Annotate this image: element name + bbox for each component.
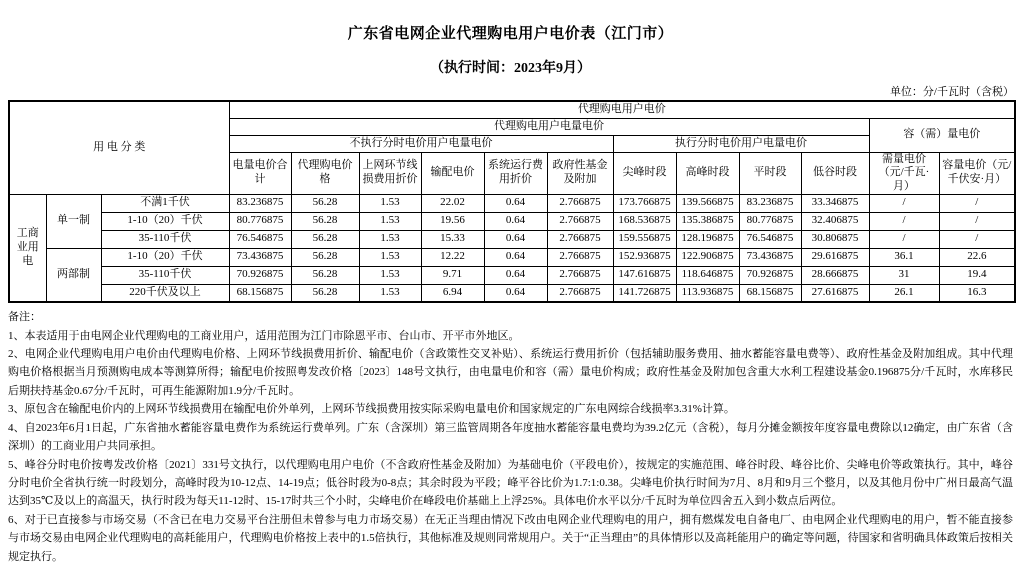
- col-header-grid-line-loss: 上网环节线损费用折价: [359, 152, 421, 194]
- price-cell: 22.02: [421, 194, 484, 212]
- price-cell: /: [939, 194, 1015, 212]
- col-header-gov-funds: 政府性基金及附加: [547, 152, 613, 194]
- note-item: 2、电网企业代理购电用户电价由代理购电价格、上网环节线损费用折价、输配电价（含政策性交叉补贴）、系统运行费用折价（包括辅助服务费用、抽水蓄能容量电费等）、政府性基金及附加组成。其中代理购电价格根据当月预测购电成本等测算所得；输配电价按照粤发改价格〔2023〕148号文执行，由电量电价和容（需）量电价构成；政府性基金及附加包含重大水利工程建设基金0.196875分/千瓦时，水库移民后期扶持基金0.67分/千瓦时，可再生能源附加1.9分/千瓦时。: [8, 348, 1013, 397]
- table-row: [9, 194, 1015, 212]
- price-cell: 73.436875: [739, 248, 801, 266]
- price-cell: 1.53: [359, 266, 421, 284]
- price-cell: 76.546875: [229, 230, 291, 248]
- price-cell: 12.22: [421, 248, 484, 266]
- price-cell: 139.566875: [676, 194, 739, 212]
- voltage-cell: 220千伏及以上: [101, 284, 229, 302]
- col-header-flat: 平时段: [739, 152, 801, 194]
- group-cell-two-part-system: 两部制: [46, 248, 101, 302]
- price-cell: 1.53: [359, 194, 421, 212]
- price-cell: 0.64: [484, 230, 547, 248]
- price-cell: 0.64: [484, 194, 547, 212]
- price-cell: 80.776875: [739, 212, 801, 230]
- price-cell: 113.936875: [676, 284, 739, 302]
- price-cell: 56.28: [291, 212, 359, 230]
- note-item: 6、对于已直接参与市场交易（不含已在电力交易平台注册但未曾参与电力市场交易）在无正当理由情况下改由电网企业代理购电的用户，拥有燃煤发电自备电厂、由电网企业代理购电的用户，暂不能直接参与市场交易由电网企业代理购电的高耗能用户，代理购电价格按上表中的1.5倍执行，其他标准及规则同常规用户。关于“正当理由”的具体情形以及高耗能用户的确定等问题，待国家和省明确具体政策后按相关规定执行。: [8, 513, 1013, 563]
- price-cell: /: [939, 212, 1015, 230]
- price-cell: 1.53: [359, 284, 421, 302]
- price-cell: 141.726875: [613, 284, 676, 302]
- price-cell: 32.406875: [801, 212, 869, 230]
- col-header-energy-total: 电量电价合计: [229, 152, 291, 194]
- price-cell: 2.766875: [547, 230, 613, 248]
- price-cell: 128.196875: [676, 230, 739, 248]
- header-capacity-demand-price: 容（需）量电价: [869, 118, 1015, 152]
- price-cell: 19.56: [421, 212, 484, 230]
- price-cell: 2.766875: [547, 248, 613, 266]
- price-cell: 56.28: [291, 194, 359, 212]
- voltage-cell: 1-10（20）千伏: [101, 212, 229, 230]
- price-cell: /: [939, 230, 1015, 248]
- voltage-cell: 35-110千伏: [101, 230, 229, 248]
- unit-note: 单位：分/千瓦时（含税）: [889, 86, 1014, 98]
- price-cell: 76.546875: [739, 230, 801, 248]
- price-cell: 159.556875: [613, 230, 676, 248]
- price-cell: 1.53: [359, 230, 421, 248]
- price-cell: 68.156875: [739, 284, 801, 302]
- execution-time: （执行时间：2023年9月）: [430, 61, 591, 76]
- notes-section: [8, 308, 1013, 566]
- price-cell: 83.236875: [229, 194, 291, 212]
- price-cell: 56.28: [291, 248, 359, 266]
- price-cell: 152.936875: [613, 248, 676, 266]
- header-tou-group: 执行分时电价用户电量电价: [613, 135, 869, 152]
- col-header-valley: 低谷时段: [801, 152, 869, 194]
- col-header-system-operation-fee: 系统运行费用折价: [484, 152, 547, 194]
- note-item: 3、原包含在输配电价内的上网环节线损费用在输配电价外单列，上网环节线损费用按实际采购电量电价和国家规定的广东电网综合线损率3.31%计算。: [8, 403, 735, 416]
- col-header-demand-price: 需量电价（元/千瓦·月）: [869, 152, 939, 194]
- price-cell: 147.616875: [613, 266, 676, 284]
- price-cell: /: [869, 194, 939, 212]
- price-cell: 168.536875: [613, 212, 676, 230]
- price-cell: 2.766875: [547, 266, 613, 284]
- table-row: [9, 266, 1015, 284]
- col-header-capacity-price: 容量电价（元/千伏安·月）: [939, 152, 1015, 194]
- price-cell: 15.33: [421, 230, 484, 248]
- price-cell: 56.28: [291, 284, 359, 302]
- price-cell: 0.64: [484, 212, 547, 230]
- notes-label: 备注：: [8, 311, 41, 324]
- price-cell: 0.64: [484, 284, 547, 302]
- header-non-tou-group: 不执行分时电价用户电量电价: [229, 135, 613, 152]
- price-cell: /: [869, 212, 939, 230]
- note-item: 5、峰谷分时电价按粤发改价格〔2021〕331号文执行，以代理购电用户电价（不含政府性基金及附加）为基础电价（平段电价），按规定的实施范围、峰谷时段、峰谷比价、尖峰电价等政策执行。其中，峰谷分时电价全省执行统一时段划分，高峰时段为10-12点、14-19点；低谷时段为0-8点；其余时段为平段；峰平谷比价为1.7:1:0.38。尖峰电价执行时间为7月、8月和9月三个整月，以及其他月份中广州日最高气温达到35℃及以上的高温天，执行时段为每天11-12时、15-17时共三个小时，尖峰电价在峰段电价基础上上浮25%。具体电价水平以分/千瓦时为单位四舍五入到小数点后两位。: [8, 458, 1013, 508]
- price-cell: 6.94: [421, 284, 484, 302]
- price-cell: 19.4: [939, 266, 1015, 284]
- price-cell: 73.436875: [229, 248, 291, 266]
- header-proxy-user-price: 代理购电用户电价: [229, 101, 1015, 118]
- col-header-proxy-price: 代理购电价格: [291, 152, 359, 194]
- price-cell: 9.71: [421, 266, 484, 284]
- price-cell: 22.6: [939, 248, 1015, 266]
- price-cell: 80.776875: [229, 212, 291, 230]
- header-usage-classification: 用 电 分 类: [9, 101, 229, 194]
- price-cell: 68.156875: [229, 284, 291, 302]
- voltage-cell: 35-110千伏: [101, 266, 229, 284]
- table-row: [9, 284, 1015, 302]
- col-header-sharp-peak: 尖峰时段: [613, 152, 676, 194]
- price-cell: 135.386875: [676, 212, 739, 230]
- price-cell: 30.806875: [801, 230, 869, 248]
- price-cell: 173.766875: [613, 194, 676, 212]
- price-cell: 29.616875: [801, 248, 869, 266]
- page-title: 广东省电网企业代理购电用户电价表（江门市）: [347, 26, 674, 42]
- price-cell: 83.236875: [739, 194, 801, 212]
- category-cell: 工商业用电: [9, 194, 46, 302]
- table-row: [9, 212, 1015, 230]
- price-cell: 31: [869, 266, 939, 284]
- table-row: [9, 248, 1015, 266]
- price-cell: 28.666875: [801, 266, 869, 284]
- price-cell: 36.1: [869, 248, 939, 266]
- price-cell: 56.28: [291, 230, 359, 248]
- price-cell: 70.926875: [229, 266, 291, 284]
- price-cell: 56.28: [291, 266, 359, 284]
- price-cell: 118.646875: [676, 266, 739, 284]
- price-cell: 0.64: [484, 248, 547, 266]
- price-cell: 33.346875: [801, 194, 869, 212]
- price-cell: 122.906875: [676, 248, 739, 266]
- price-cell: 2.766875: [547, 194, 613, 212]
- table-row: [9, 230, 1015, 248]
- price-cell: 2.766875: [547, 284, 613, 302]
- col-header-transmission-price: 输配电价: [421, 152, 484, 194]
- price-table: [8, 100, 1016, 303]
- price-cell: 2.766875: [547, 212, 613, 230]
- col-header-peak: 高峰时段: [676, 152, 739, 194]
- note-item: 4、自2023年6月1日起，广东省抽水蓄能容量电费作为系统运行费单列。广东（含深圳）第三监管周期各年度抽水蓄能容量电费均为39.2亿元（含税），每月分摊金额按年度容量电费除以12确定，由广东省（含深圳）的工商业用户共同承担。: [8, 421, 1013, 453]
- voltage-cell: 不满1千伏: [101, 194, 229, 212]
- price-cell: 16.3: [939, 284, 1015, 302]
- price-cell: 1.53: [359, 248, 421, 266]
- voltage-cell: 1-10（20）千伏: [101, 248, 229, 266]
- price-cell: 27.616875: [801, 284, 869, 302]
- price-cell: /: [869, 230, 939, 248]
- price-cell: 26.1: [869, 284, 939, 302]
- group-cell-single-system: 单一制: [46, 194, 101, 248]
- price-cell: 70.926875: [739, 266, 801, 284]
- note-item: 1、本表适用于由电网企业代理购电的工商业用户，适用范围为江门市除恩平市、台山市、开平市外地区。: [8, 329, 520, 342]
- header-proxy-energy-price: 代理购电用户电量电价: [229, 118, 869, 135]
- price-cell: 0.64: [484, 266, 547, 284]
- price-cell: 1.53: [359, 212, 421, 230]
